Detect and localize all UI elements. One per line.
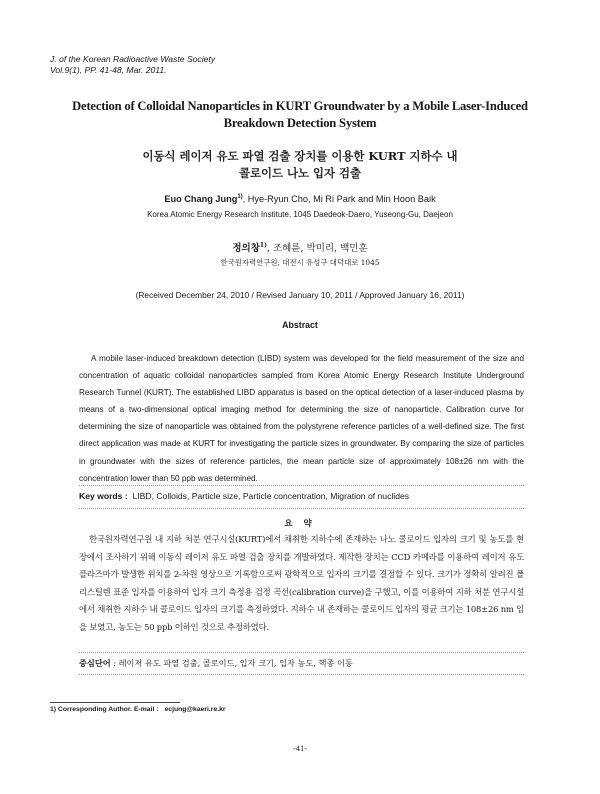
keywords-ko-separator: : xyxy=(110,658,119,668)
journal-citation xyxy=(50,54,215,76)
keywords-en xyxy=(79,491,524,501)
keywords-en-label: Key words xyxy=(79,491,123,501)
keywords-ko-top-rule xyxy=(79,652,524,653)
keywords-en-separator: : xyxy=(122,491,133,501)
page-number: -41- xyxy=(293,744,307,753)
paper-title-en: Detection of Colloidal Nanoparticles in KURT Groundwater by a Mobile Laser-Induced Breakdown Detection System xyxy=(72,99,528,130)
corresponding-author-ko: 정의창 xyxy=(232,243,260,254)
coauthors-ko: , 조혜륜, 박미리, 백민훈 xyxy=(266,243,368,254)
journal-volume: Vol.9(1), PP. 41-48, Mar. 2011. xyxy=(50,65,167,75)
affiliation-en: Korea Atomic Energy Research Institute, 1045 Daedeok-Daero, Yuseong-Gu, Daejeon xyxy=(147,210,453,219)
journal-name: J. of the Korean Radioactive Waste Society xyxy=(50,54,216,64)
authors-en xyxy=(40,194,560,204)
corresponding-author-en: Euo Chang Jung xyxy=(164,194,238,205)
abstract-text: A mobile laser-induced breakdown detection (LIBD) system was developed for the field measurement of the size and concentration of aquatic colloidal nanoparticles sampled from Korea Atomic Energy Research Institute Underground Research Tunnel (KURT). The established LIBD apparatus is based on the optical detection of a laser-induced plasma by means of a two-dimensional optical imaging method for determining the size of nanoparticle. Calibration curve for determining the size of nanoparticle was obtained from the polystyrene reference particles of a well-defined size. The first direct application was made at KURT for investigating the particle sizes in groundwater. By comparing the size of particles in groundwater with the sizes of reference particles, the mean particle size of approximately 108±26 nm with the concentration lower than 50 ppb was determined. xyxy=(79,354,524,483)
paper-title-ko xyxy=(60,148,540,182)
footnote-label: 1) Corresponding Author. E-mail : xyxy=(50,706,159,713)
keywords-en-value: LIBD, Colloids, Particle size, Particle concentration, Migration of nuclides xyxy=(132,491,410,501)
keywords-ko xyxy=(79,658,524,669)
affiliation-ko: 한국원자력연구원, 대전시 유성구 대덕대로 1045 xyxy=(220,258,380,267)
abstract-heading: Abstract xyxy=(282,320,318,330)
received-dates: (Received December 24, 2010 / Revised January 10, 2011 / Approved January 16, 2011) xyxy=(135,290,465,300)
corresponding-mark-en: 1) xyxy=(237,194,243,200)
footnote-email: ecjung@kaeri.re.kr xyxy=(164,706,226,713)
keywords-ko-label: 중심단어 xyxy=(79,658,111,668)
paper-title-ko-line1: 이동식 레이저 유도 파열 검출 장치를 이용한 KURT 지하수 내 xyxy=(142,149,458,163)
summary-ko-heading: 요 약 xyxy=(284,519,316,529)
footnote-rule xyxy=(50,702,180,703)
footnote xyxy=(50,706,226,713)
keywords-ko-value: 레이저 유도 파열 검출, 콜로이드, 입자 크기, 입자 농도, 핵종 이동 xyxy=(118,658,353,668)
keywords-top-rule xyxy=(79,485,524,486)
corresponding-mark-ko: 1) xyxy=(259,241,267,249)
keywords-ko-bottom-rule xyxy=(79,674,524,675)
summary-ko-text: 한국원자력연구원 내 지하 처분 연구시설(KURT)에서 채취한 지하수에 존재하는 나노 콜로이드 입자의 크기 및 농도를 현장에서 조사하기 위해 이동식 레이저 유도 파열 검출 장치를 개발하였다. 제작한 장치는 CCD 카메라를 이용하여 레이저 유도 플라즈마가 발생한 위치를 2-차원 영상으로 기록함으로써 광학적으로 입자의 크기를 결정할 수 있다. 크기가 정확히 알려진 폴리스틸렌 표준 입자를 이용하여 입자 크기 측정용 검정 곡선(calibration curve)을 구했고, 이를 이용하여 지하 처분 연구시설에서 채취한 지하수 내 콜로이드 입자의 크기를 측정하였다. 지하수 내 존재하는 콜로이드 입자의 평균 크기는 108±26 nm 임을 보였고, 농도는 50 ppb 이하인 것으로 추정하였다. xyxy=(79,534,524,632)
keywords-bottom-rule xyxy=(79,508,524,509)
coauthors-en: , Hye-Ryun Cho, Mi Ri Park and Min Hoon Baik xyxy=(242,194,436,205)
authors-ko xyxy=(40,240,560,254)
paper-title-ko-line2: 콜로이드 나노 입자 검출 xyxy=(239,166,361,180)
